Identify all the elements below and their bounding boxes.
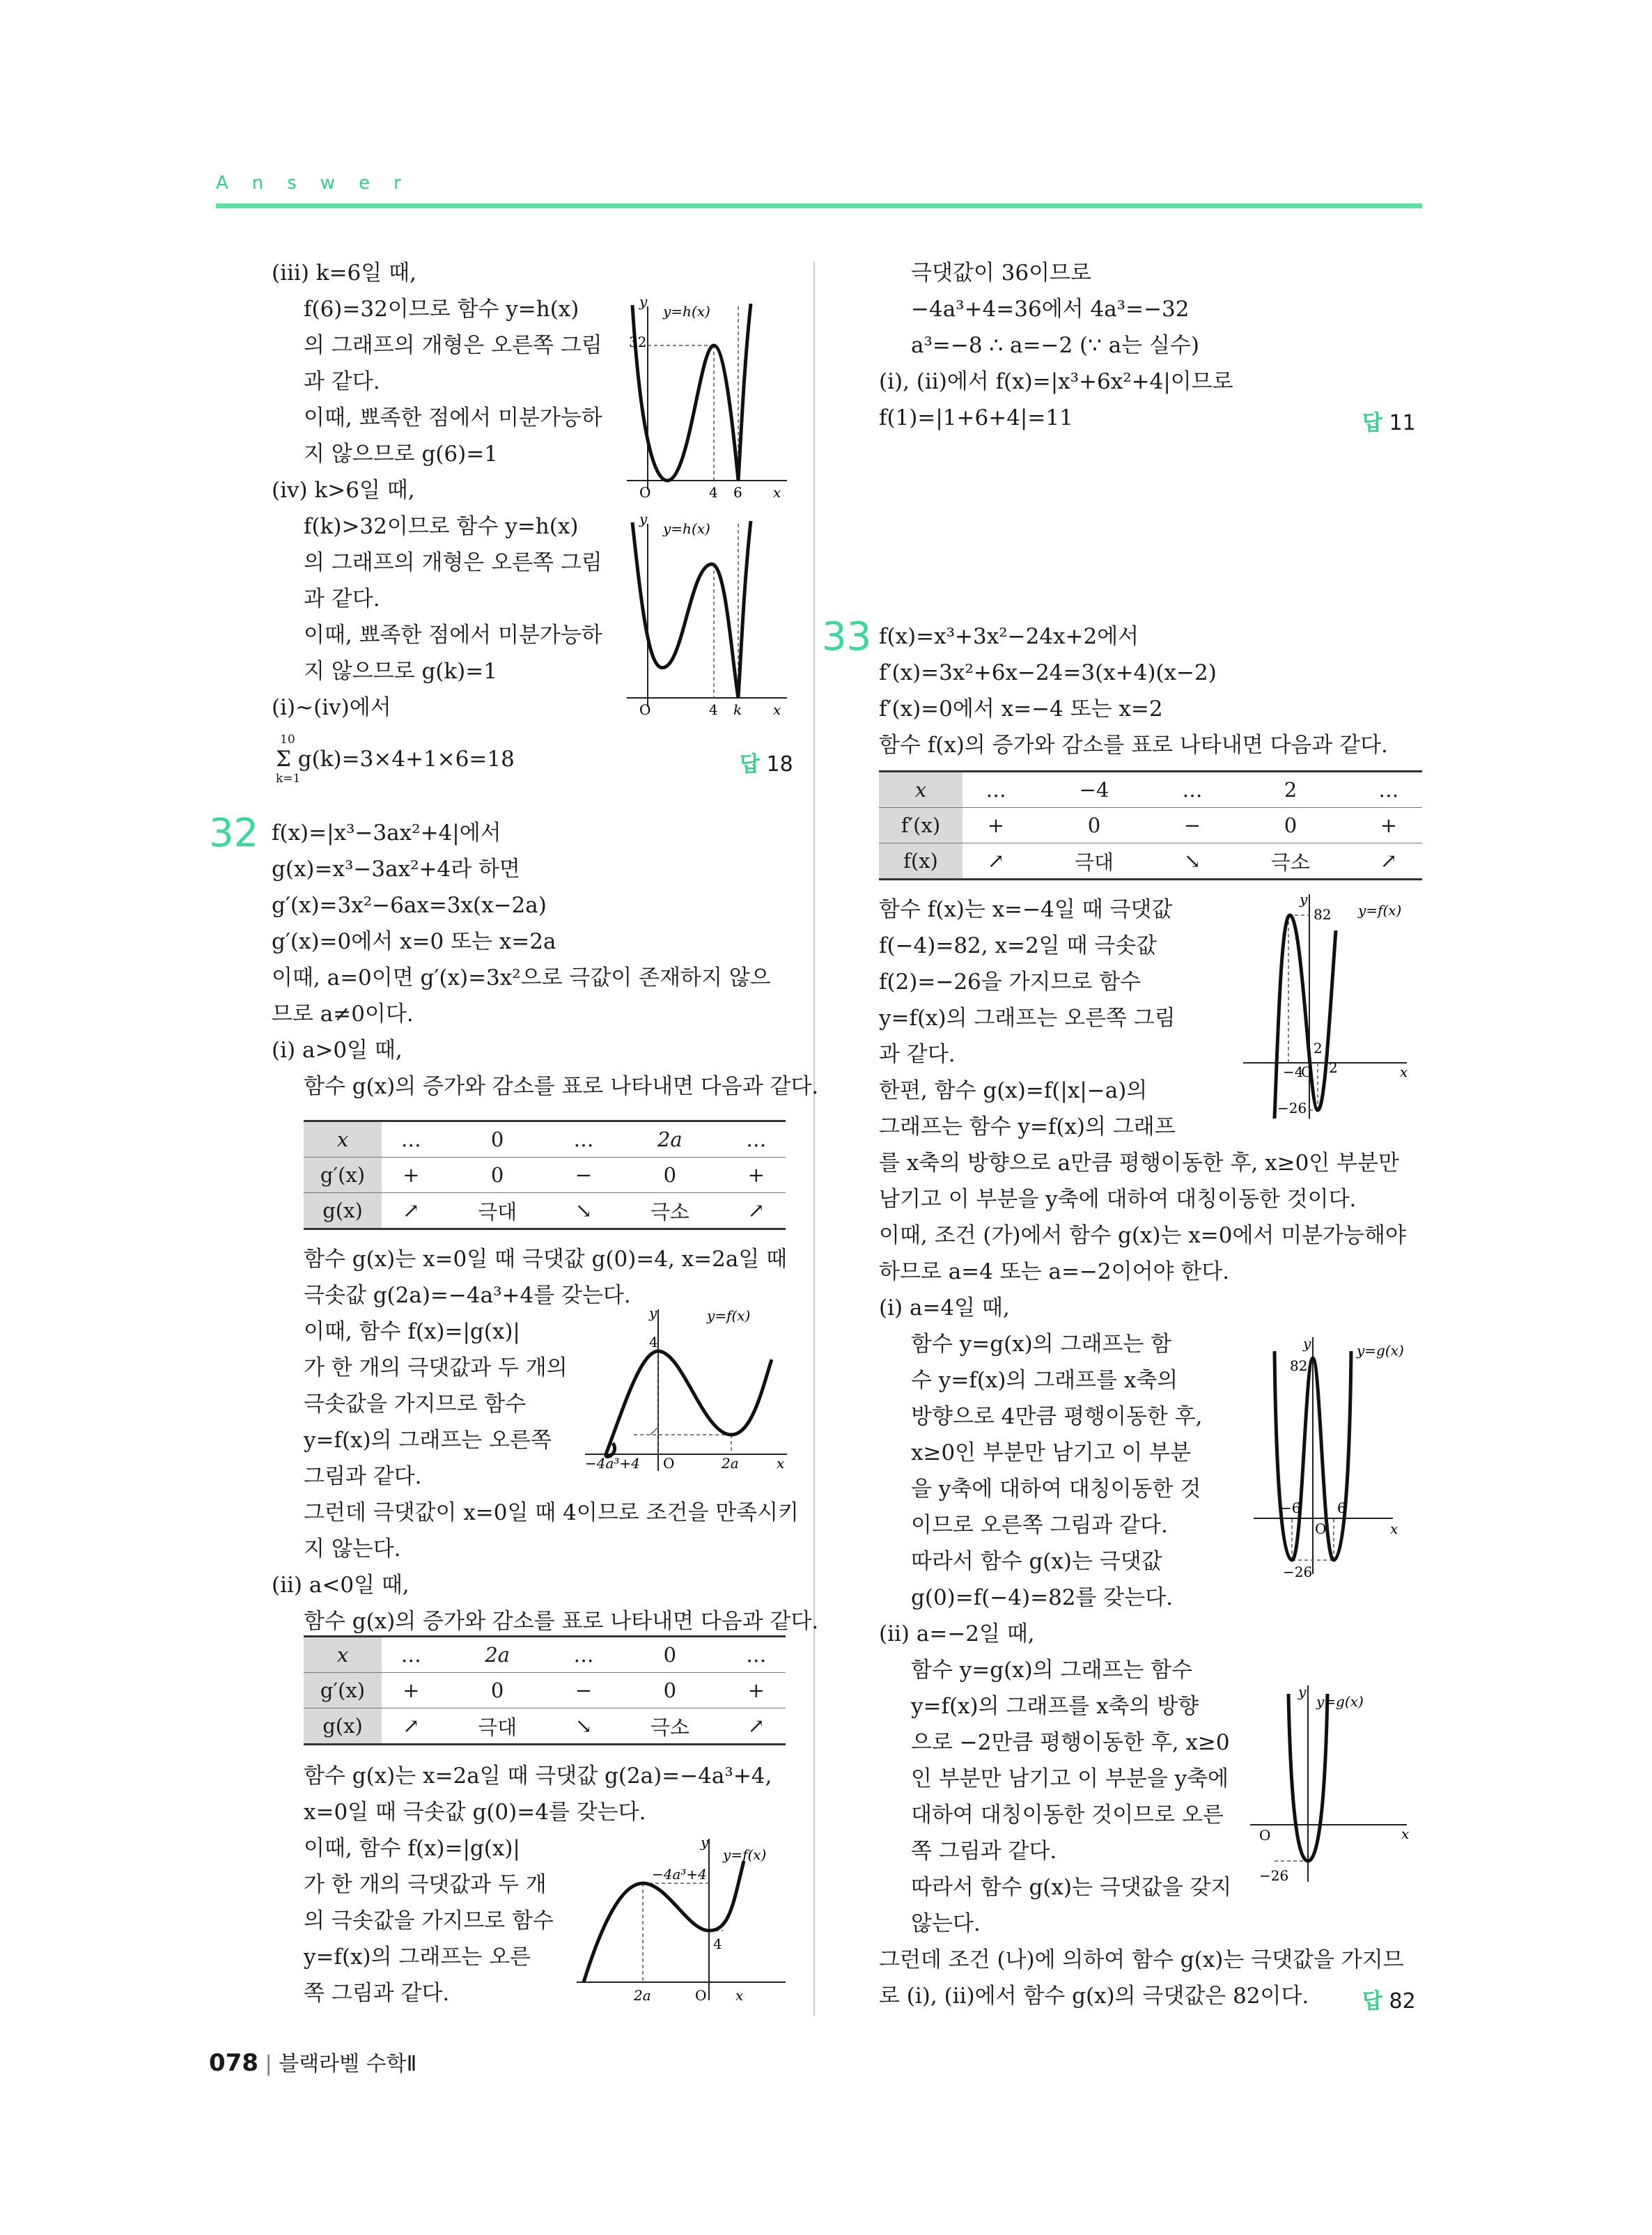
- text-line: 가 한 개의 극댓값과 두 개의: [304, 1355, 568, 1380]
- text-line: f(1)=|1+6+4|=11: [879, 405, 1073, 430]
- text-line: 쪽 그림과 같다.: [304, 1981, 450, 2006]
- text-line: 한편, 함수 g(x)=f(|x|−a)의: [879, 1078, 1148, 1103]
- problem-number-32: 32: [209, 811, 259, 856]
- tick-label: 6: [733, 484, 742, 501]
- origin-label: O: [639, 701, 651, 718]
- variation-table-1: x … 0 … 2a … g′(x) + 0 − 0 + g(x) ↗ 극대 ↘ 극소 ↗: [304, 1120, 786, 1230]
- text-line: 함수 g(x)의 증가와 감소를 표로 나타내면 다음과 같다.: [304, 1074, 819, 1099]
- function-label: y=f(x): [1358, 902, 1402, 919]
- sum-line: Σ g(k)=3×4+1×6=18: [276, 747, 515, 772]
- text-line: 로 (ⅰ), (ⅱ)에서 함수 g(x)의 극댓값은 82이다.: [879, 1984, 1309, 2009]
- answer-value: 11: [1389, 411, 1416, 435]
- graph-h-k6: [627, 293, 794, 501]
- tick-label: 2: [1329, 1059, 1338, 1076]
- answer-label: 답: [740, 752, 760, 777]
- text-line: 대하여 대칭이동한 것이므로 오른: [911, 1802, 1224, 1828]
- text-line: 함수 g(x)는 x=2a일 때 극댓값 g(2a)=−4a³+4,: [304, 1763, 772, 1789]
- text-line: 않는다.: [911, 1911, 981, 1936]
- text-line: 지 않으므로 g(k)=1: [304, 659, 497, 684]
- text-line: 함수 f(x)의 증가와 감소를 표로 나타내면 다음과 같다.: [879, 733, 1388, 758]
- tick-label: −4a³+4: [652, 1866, 707, 1883]
- text-line: 이때, 뾰족한 점에서 미분가능하: [304, 623, 602, 648]
- graph-g-aneg2: [1247, 1680, 1421, 1889]
- text-line: 따라서 함수 g(x)는 극댓값을 갖지: [911, 1875, 1232, 1900]
- x-axis-label: x: [1401, 1825, 1410, 1842]
- graph-f-aneg: [577, 1833, 794, 2007]
- tick-label: −26: [1277, 1100, 1307, 1116]
- text-line: x=0일 때 극솟값 g(0)=4를 갖는다.: [304, 1800, 646, 1825]
- text-line: g(x)=x³−3ax²+4라 하면: [272, 857, 520, 882]
- y-axis-label: y: [1303, 1335, 1311, 1352]
- text-line: x≥0인 부분만 남기고 이 부분: [911, 1440, 1192, 1465]
- tick-label: −26: [1259, 1867, 1289, 1884]
- sum-lower: k=1: [276, 772, 301, 786]
- text-line: (ⅱ) a=−2일 때,: [879, 1621, 1035, 1646]
- text-line: f(−4)=82, x=2일 때 극솟값: [879, 933, 1158, 958]
- x-axis-label: x: [735, 1987, 744, 2004]
- origin-label: O: [695, 1987, 707, 2004]
- function-label: y=f(x): [707, 1307, 751, 1324]
- text-line: 인 부분만 남기고 이 부분을 y축에: [911, 1766, 1229, 1791]
- graph-f-33: [1240, 889, 1421, 1126]
- header-label: Answer: [216, 173, 425, 194]
- y-axis-label: y: [639, 511, 648, 527]
- x-axis-label: x: [777, 1455, 785, 1472]
- text-line: f(6)=32이므로 함수 y=h(x): [304, 297, 579, 322]
- origin-label: O: [639, 484, 651, 501]
- tick-label: 4: [709, 484, 718, 501]
- tick-label: −6: [1280, 1500, 1301, 1516]
- text-line: y=f(x)의 그래프를 x축의 방향: [911, 1694, 1199, 1719]
- text-line: (ⅱ) a<0일 때,: [272, 1573, 410, 1598]
- tick-label: 6: [1337, 1500, 1346, 1516]
- x-axis-label: x: [1390, 1520, 1398, 1537]
- graph-h-kgt6: [627, 511, 794, 718]
- text-line: 지 않으므로 g(6)=1: [304, 442, 498, 467]
- text-line: f(2)=−26을 가지므로 함수: [879, 969, 1141, 995]
- y-axis-label: y: [1298, 1683, 1307, 1700]
- y-axis-label: y: [701, 1834, 709, 1851]
- tick-label: 2a: [722, 1455, 739, 1472]
- text-line: 방향으로 4만큼 평행이동한 후,: [911, 1404, 1203, 1429]
- text-line: (ⅲ) k=6일 때,: [272, 260, 416, 286]
- text-line: f(x)=|x³−3ax²+4|에서: [272, 820, 501, 846]
- answer-value: 82: [1389, 1989, 1416, 2014]
- text-line: 따라서 함수 g(x)는 극댓값: [911, 1549, 1162, 1574]
- tick-label: 4: [713, 1936, 722, 1952]
- text-line: 그래프는 함수 y=f(x)의 그래프: [879, 1114, 1176, 1139]
- text-line: (ⅰ) a=4일 때,: [879, 1295, 1010, 1321]
- text-line: 이때, 뾰족한 점에서 미분가능하: [304, 405, 602, 430]
- graph-f-apos: [585, 1304, 794, 1478]
- function-label: y=h(x): [663, 303, 710, 320]
- y-axis-label: y: [649, 1305, 657, 1321]
- text-line: 함수 y=g(x)의 그래프는 함수: [911, 1658, 1193, 1683]
- text-line: 이때, 함수 f(x)=|g(x)|: [304, 1836, 520, 1861]
- text-line: f′(x)=3x²+6x−24=3(x+4)(x−2): [879, 660, 1217, 685]
- text-line: (ⅰ), (ⅱ)에서 f(x)=|x³+6x²+4|이므로: [879, 369, 1233, 394]
- text-line: y=f(x)의 그래프는 오른쪽 그림: [879, 1006, 1176, 1031]
- x-axis-label: x: [773, 701, 781, 718]
- sum-upper: 10: [280, 733, 295, 747]
- book-title: 블랙라벨 수학Ⅱ: [279, 2052, 417, 2076]
- column-divider: [813, 261, 815, 2016]
- tick-label: 2a: [634, 1987, 651, 2004]
- text-line: 므로 a≠0이다.: [272, 1002, 414, 1027]
- origin-label: O: [1315, 1520, 1327, 1537]
- graph-g-a4: [1233, 1330, 1421, 1581]
- text-line: 의 그래프의 개형은 오른쪽 그림: [304, 550, 602, 575]
- tick-label: 4: [649, 1334, 658, 1350]
- x-axis-label: x: [1400, 1064, 1408, 1080]
- text-line: 지 않는다.: [304, 1536, 401, 1562]
- text-line: (ⅰ) a>0일 때,: [272, 1038, 403, 1063]
- text-line: (ⅳ) k>6일 때,: [272, 478, 415, 503]
- text-line: 그런데 조건 (나)에 의하여 함수 g(x)는 극댓값을 가지므: [879, 1947, 1404, 1972]
- page-footer: 078 | 블랙라벨 수학Ⅱ: [209, 2049, 417, 2077]
- page-number: 078: [209, 2049, 258, 2077]
- text-line: 를 x축의 방향으로 a만큼 평행이동한 후, x≥0인 부분만: [879, 1151, 1399, 1176]
- origin-label: O: [1301, 1064, 1313, 1080]
- text-line: f(k)>32이므로 함수 y=h(x): [304, 514, 579, 539]
- text-line: 함수 g(x)의 증가와 감소를 표로 나타내면 다음과 같다.: [304, 1609, 819, 1634]
- text-line: 남기고 이 부분을 y축에 대하여 대칭이동한 것이다.: [879, 1187, 1357, 1212]
- tick-label: −26: [1283, 1564, 1313, 1580]
- text-line: g′(x)=3x²−6ax=3x(x−2a): [272, 893, 547, 918]
- origin-label: O: [1259, 1827, 1271, 1844]
- text-line: f′(x)=0에서 x=−4 또는 x=2: [879, 696, 1163, 722]
- text-line: f(x)=x³+3x²−24x+2에서: [879, 624, 1139, 649]
- tick-label: 32: [629, 334, 647, 350]
- text-line: 과 같다.: [304, 586, 380, 612]
- text-line: 이므로 오른쪽 그림과 같다.: [911, 1513, 1168, 1538]
- text-line: 수 y=f(x)의 그래프를 x축의: [911, 1368, 1178, 1393]
- problem-number-33: 33: [822, 614, 872, 660]
- text-line: 가 한 개의 극댓값과 두 개: [304, 1872, 547, 1897]
- answer-value: 18: [766, 752, 793, 777]
- text-line: 극댓값이 36이므로: [911, 260, 1091, 286]
- text-line: 으로 −2만큼 평행이동한 후, x≥0: [911, 1730, 1230, 1755]
- text-line: 과 같다.: [879, 1042, 956, 1067]
- y-axis-label: y: [1300, 891, 1308, 908]
- answer-33: [1362, 1984, 1416, 2014]
- function-label: y=g(x): [1316, 1693, 1364, 1710]
- text-line: g′(x)=0에서 x=0 또는 x=2a: [272, 929, 556, 954]
- text-line: 이때, 함수 f(x)=|g(x)|: [304, 1319, 520, 1344]
- text-line: g(0)=f(−4)=82를 갖는다.: [911, 1585, 1174, 1610]
- text-line: y=f(x)의 그래프는 오른: [304, 1945, 531, 1970]
- text-line: 함수 y=g(x)의 그래프는 함: [911, 1332, 1172, 1357]
- tick-label: 82: [1314, 906, 1332, 923]
- variation-table-3: x … −4 … 2 … f′(x) + 0 − 0 + f(x) ↗ 극대 ↘ 극소 ↗: [879, 770, 1422, 880]
- text-line: 그런데 극댓값이 x=0일 때 4이므로 조건을 만족시키: [304, 1500, 800, 1525]
- text-line: 극솟값 g(2a)=−4a³+4를 갖는다.: [304, 1283, 631, 1308]
- text-line: a³=−8 ∴ a=−2 (∵ a는 실수): [911, 333, 1199, 358]
- tick-label: −4a³+4: [585, 1455, 640, 1472]
- text-line: −4a³+4=36에서 4a³=−32: [911, 297, 1190, 322]
- answer-31: [740, 747, 793, 777]
- tick-label: −4: [1283, 1064, 1304, 1080]
- function-label: y=f(x): [723, 1846, 767, 1863]
- tick-label: 2: [1314, 1040, 1323, 1057]
- text-line: 이때, a=0이면 g′(x)=3x²으로 극값이 존재하지 않으: [272, 965, 771, 990]
- text-line: 쪽 그림과 같다.: [911, 1839, 1057, 1864]
- tick-label: 4: [709, 701, 718, 718]
- variation-table-2: x … 2a … 0 … g′(x) + 0 − 0 + g(x) ↗ 극대 ↘ 극소 ↗: [304, 1635, 786, 1745]
- text-line: 이때, 조건 (가)에서 함수 g(x)는 x=0에서 미분가능해야: [879, 1223, 1406, 1248]
- text-line: 의 극솟값을 가지므로 함수: [304, 1908, 554, 1933]
- x-axis-label: x: [773, 484, 781, 501]
- text-line: 하므로 a=4 또는 a=−2이어야 한다.: [879, 1259, 1230, 1284]
- function-label: y=g(x): [1357, 1342, 1404, 1359]
- text-line: 극솟값을 가지므로 함수: [304, 1392, 527, 1417]
- text-line: 의 그래프의 개형은 오른쪽 그림: [304, 333, 602, 358]
- text-line: 함수 f(x)는 x=−4일 때 극댓값: [879, 897, 1173, 922]
- text-line: 그림과 같다.: [304, 1464, 422, 1489]
- tick-label: 82: [1290, 1357, 1308, 1374]
- function-label: y=h(x): [663, 520, 710, 537]
- text-line: 과 같다.: [304, 369, 380, 394]
- text-line: y=f(x)의 그래프는 오른쪽: [304, 1428, 552, 1453]
- text-line: 을 y축에 대하여 대칭이동한 것: [911, 1477, 1201, 1502]
- header-rule: [216, 203, 1422, 208]
- text-line: (ⅰ)~(ⅳ)에서: [272, 695, 391, 720]
- answer-32: [1362, 405, 1416, 436]
- answer-label: 답: [1362, 1989, 1382, 2014]
- text-line: 함수 g(x)는 x=0일 때 극댓값 g(0)=4, x=2a일 때: [304, 1247, 788, 1272]
- tick-label: k: [733, 701, 742, 718]
- origin-label: O: [663, 1455, 675, 1472]
- answer-label: 답: [1362, 411, 1382, 435]
- y-axis-label: y: [639, 293, 648, 310]
